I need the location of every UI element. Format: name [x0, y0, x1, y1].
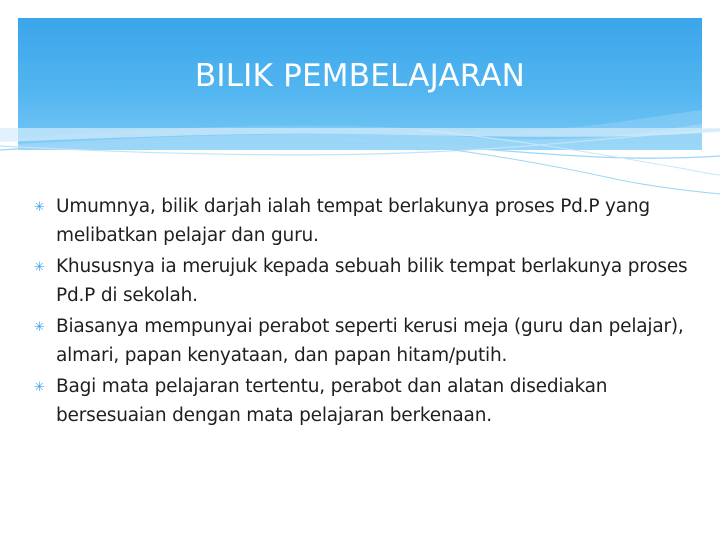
slide-title: BILIK PEMBELAJARAN	[194, 58, 526, 94]
bullet-text: Khususnya ia merujuk kepada sebuah bilik tempat berlakunya proses Pd.P di sekolah.	[56, 256, 688, 306]
slide-body	[34, 192, 694, 432]
bullet-text: Bagi mata pelajaran tertentu, perabot dan alatan disediakan bersesuaian dengan mata pelajaran berkenaan.	[56, 376, 608, 426]
asterisk-bullet-icon: ✳	[34, 380, 45, 395]
bullet-list	[34, 192, 694, 430]
bottom-wave-decoration	[0, 128, 720, 198]
asterisk-bullet-icon: ✳	[34, 200, 45, 215]
list-item	[34, 312, 694, 370]
list-item	[34, 252, 694, 310]
asterisk-bullet-icon: ✳	[34, 260, 45, 275]
list-item	[34, 192, 694, 250]
bullet-text: Biasanya mempunyai perabot seperti kerusi meja (guru dan pelajar), almari, papan kenyataan, dan papan hitam/putih.	[56, 316, 684, 366]
bullet-text: Umumnya, bilik darjah ialah tempat berlakunya proses Pd.P yang melibatkan pelajar dan guru.	[56, 196, 650, 246]
asterisk-bullet-icon: ✳	[34, 320, 45, 335]
list-item	[34, 372, 694, 430]
